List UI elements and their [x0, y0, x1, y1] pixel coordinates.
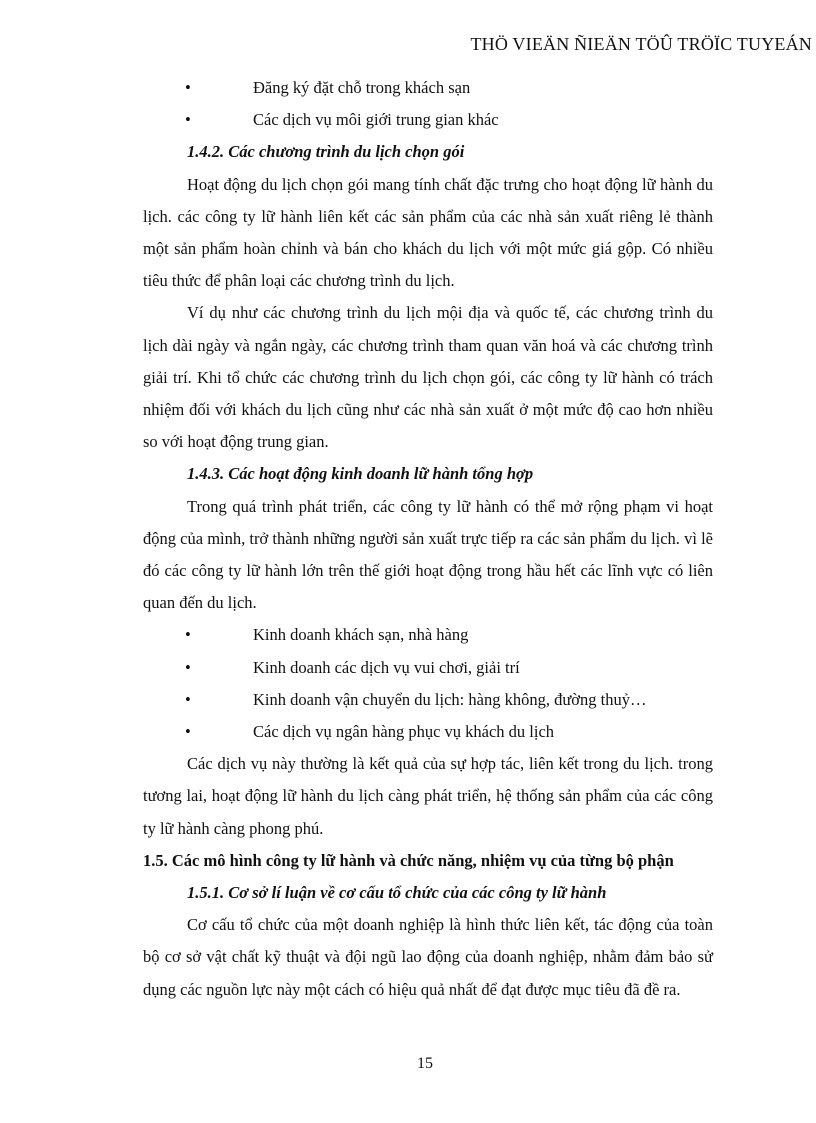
paragraph: Các dịch vụ này thường là kết quả của sự hợp tác, liên kết trong du lịch. trong tương lai, hoạt động lữ hành du lịch càng phát triển, hệ thống sản phẩm của các công ty lữ hành càng phong phú.	[143, 754, 713, 838]
paragraph: Ví dụ như các chương trình du lịch mội địa và quốc tế, các chương trình du lịch dài ngày và ngắn ngày, các chương trình tham quan văn hoá và các chương trình giải trí. Khi tổ chức các chương trình du lịch chọn gói, các công ty lữ hành có trách nhiệm đối với khách du lịch cũng như các nhà sản xuất ở một mức độ cao hơn nhiều so với hoạt động trung gian.	[143, 303, 713, 452]
list-item	[143, 619, 713, 651]
section-heading-1-4-2: 1.4.2. Các chương trình du lịch chọn gói	[187, 142, 465, 162]
list-item	[143, 716, 713, 748]
list-item	[143, 652, 713, 684]
list-item	[143, 72, 713, 104]
list-item-text: Kinh doanh các dịch vụ vui chơi, giải trí	[253, 657, 520, 677]
page-header: THÖ VIEÄN ÑIEÄN TÖÛ TRÖÏC TUYEÁN	[470, 34, 812, 54]
page-number: 15	[417, 1055, 433, 1072]
list-item	[143, 104, 713, 136]
bullet-icon: •	[185, 689, 191, 709]
bullet-icon: •	[185, 657, 191, 677]
list-item-text: Kinh doanh vận chuyển du lịch: hàng không, đường thuỷ…	[253, 689, 647, 709]
bullet-icon: •	[185, 110, 191, 130]
bullet-icon: •	[185, 625, 191, 645]
paragraph: Hoạt động du lịch chọn gói mang tính chất đặc trưng cho hoạt động lữ hành du lịch. các công ty lữ hành liên kết các sản phẩm của các nhà sản xuất riêng lẻ thành một sản phẩm hoàn chỉnh và bán cho khách du lịch với một mức giá gộp. Có nhiều tiêu thức để phân loại các chương trình du lịch.	[143, 174, 713, 291]
section-heading-1-4-3: 1.4.3. Các hoạt động kinh doanh lữ hành tổng hợp	[187, 464, 534, 484]
list-item-text: Kinh doanh khách sạn, nhà hàng	[253, 625, 469, 645]
list-item-text: Đăng ký đặt chỗ trong khách sạn	[253, 78, 471, 97]
bullet-icon: •	[185, 721, 191, 741]
list-item-text: Các dịch vụ ngân hàng phục vụ khách du lịch	[253, 721, 555, 741]
list-item	[143, 684, 713, 716]
section-heading-1-5-1: 1.5.1. Cơ sở lí luận về cơ cấu tổ chức của các công ty lữ hành	[187, 882, 607, 902]
paragraph: Trong quá trình phát triển, các công ty lữ hành có thể mở rộng phạm vi hoạt động của mình, trở thành những người sản xuất trực tiếp ra các sản phẩm du lịch. vì lẽ đó các công ty lữ hành lớn trên thế giới hoạt động trong hầu hết các lĩnh vực có liên quan đến du lịch.	[143, 496, 713, 613]
page-content	[143, 72, 713, 1006]
list-item-text: Các dịch vụ môi giới trung gian khác	[253, 110, 499, 130]
section-heading-1-5: 1.5. Các mô hình công ty lữ hành và chức năng, nhiệm vụ của từng bộ phận	[143, 850, 674, 870]
bullet-icon: •	[185, 78, 191, 97]
paragraph: Cơ cấu tổ chức của một doanh nghiệp là hình thức liên kết, tác động của toàn bộ cơ sở vật chất kỹ thuật và đội ngũ lao động của doanh nghiệp, nhằm đảm bảo sử dụng các nguồn lực này một cách có hiệu quả nhất để đạt được mục tiêu đã đề ra.	[143, 915, 713, 999]
